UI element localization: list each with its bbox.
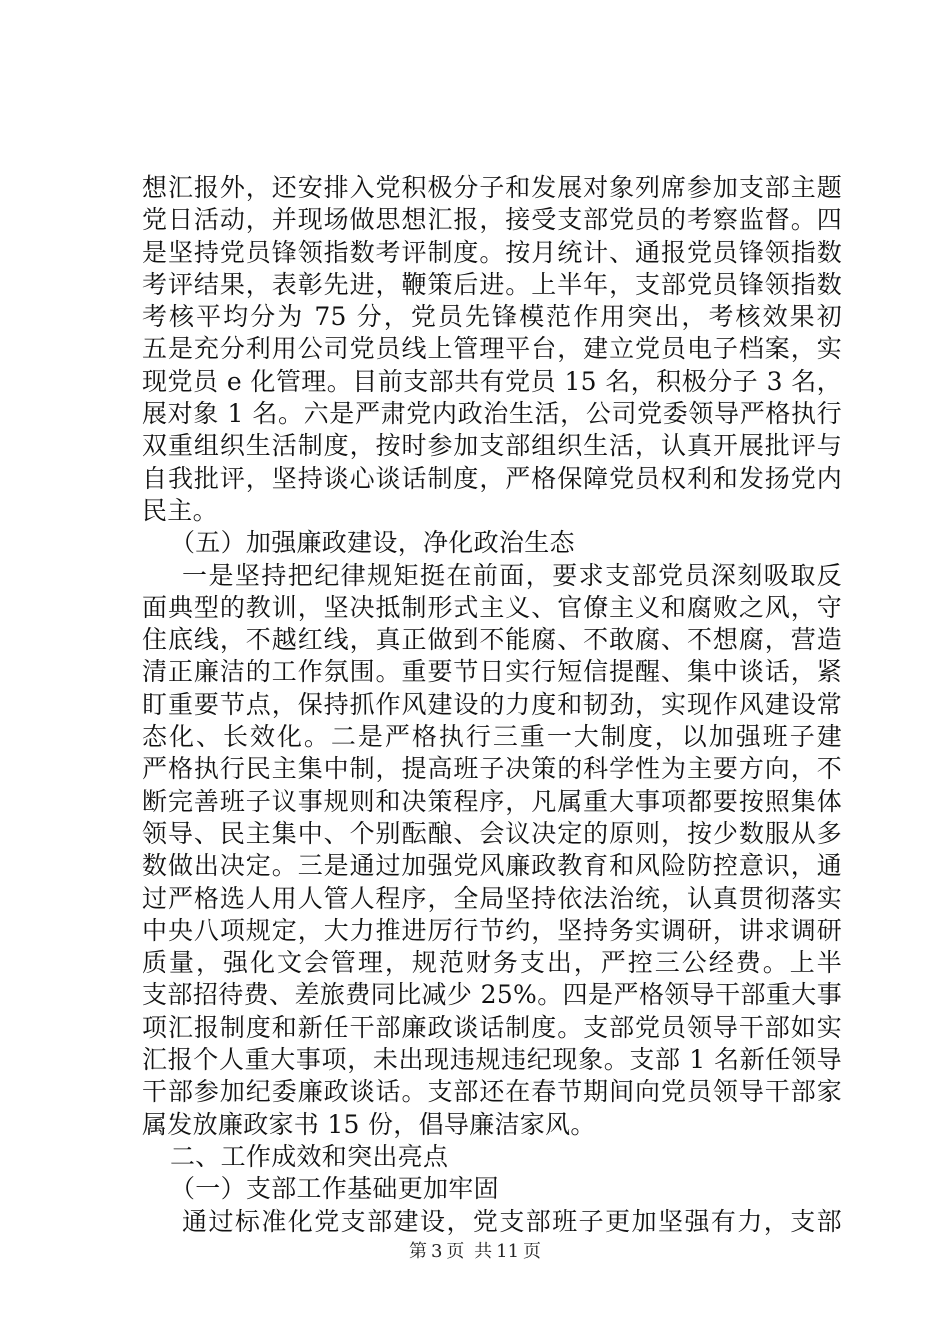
text-line: 想汇报外，还安排入党积极分子和发展对象列席参加支部主题: [142, 173, 842, 202]
text-line: 断完善班子议事规则和决策程序，凡属重大事项都要按照集体: [142, 786, 842, 816]
document-body: [142, 172, 842, 1238]
text-line: 自我批评，坚持谈心谈话制度，严格保障党员权利和发扬党内: [142, 463, 842, 493]
text-line: 五是充分利用公司党员线上管理平台，建立党员电子档案，实: [142, 334, 842, 364]
text-line: 党日活动，并现场做思想汇报，接受支部党员的考察监督。四: [142, 205, 842, 235]
text-line: 住底线，不越红线，真正做到不能腐、不敢腐、不想腐，营造: [142, 625, 842, 655]
text-line: 属发放廉政家书 15 份，倡导廉洁家风。: [142, 1109, 596, 1139]
text-line: 干部参加纪委廉政谈话。支部还在春节期间向党员领导干部家: [142, 1077, 842, 1107]
total-unit: 页: [523, 1241, 542, 1262]
text-line: 一是坚持把纪律规矩挺在前面，要求支部党员深刻吸取反: [182, 560, 842, 590]
text-line: 二、工作成效和突出亮点: [170, 1141, 449, 1171]
text-line: 展对象 1 名。六是严肃党内政治生活，公司党委领导严格执行: [142, 399, 842, 429]
text-line: 双重组织生活制度，按时参加支部组织生活，认真开展批评与: [142, 431, 842, 461]
text-line: 清正廉洁的工作氛围。重要节日实行短信提醒、集中谈话，紧: [142, 657, 842, 687]
text-line: 汇报个人重大事项，未出现违规违纪现象。支部 1 名新任领导: [142, 1045, 842, 1075]
text-line: 领导、民主集中、个别酝酿、会议决定的原则，按少数服从多: [142, 818, 842, 848]
text-line: （五）加强廉政建设，净化政治生态: [170, 528, 575, 558]
text-line: 是坚持党员锋领指数考评制度。按月统计、通报党员锋领指数: [142, 237, 842, 267]
text-line: 数做出决定。三是通过加强党风廉政教育和风险防控意识，通: [142, 851, 842, 881]
text-line: 考核平均分为 75 分，党员先锋模范作用突出，考核效果初: [142, 302, 842, 332]
text-line: 质量，强化文会管理，规范财务支出，严控三公经费。上半: [142, 948, 842, 978]
total-prefix: 共: [474, 1241, 493, 1262]
page-prefix: 第: [408, 1241, 427, 1262]
total-pages: 11: [496, 1241, 520, 1262]
page-footer: [0, 1240, 950, 1264]
text-line: 过严格选人用人管人程序，全局坚持依法治统，认真贯彻落实: [142, 883, 842, 913]
text-line: 民主。: [142, 495, 218, 525]
page-number: 3: [430, 1241, 443, 1262]
text-line: 盯重要节点，保持抓作风建设的力度和韧劲，实现作风建设常: [142, 689, 842, 719]
text-line: 中央八项规定，大力推进厉行节约，坚持务实调研，讲求调研: [142, 915, 842, 945]
text-line: 支部招待费、差旅费同比减少 25%。四是严格领导干部重大事: [142, 980, 842, 1010]
text-line: 态化、长效化。二是严格执行三重一大制度，以加强班子建: [142, 722, 842, 752]
text-line: （一）支部工作基础更加牢固: [170, 1174, 499, 1204]
text-line: 考评结果，表彰先进，鞭策后进。上半年，支部党员锋领指数: [142, 269, 842, 299]
text-line: 面典型的教训，坚决抵制形式主义、官僚主义和腐败之风，守: [142, 592, 842, 622]
text-line: 严格执行民主集中制，提高班子决策的科学性为主要方向，不: [142, 754, 842, 784]
text-line: 项汇报制度和新任干部廉政谈话制度。支部党员领导干部如实: [142, 1012, 842, 1042]
text-line: 现党员 e 化管理。目前支部共有党员 15 名，积极分子 3 名，: [142, 366, 842, 396]
text-line: 通过标准化党支部建设，党支部班子更加坚强有力，支部: [182, 1206, 842, 1236]
page-unit: 页: [446, 1241, 465, 1262]
